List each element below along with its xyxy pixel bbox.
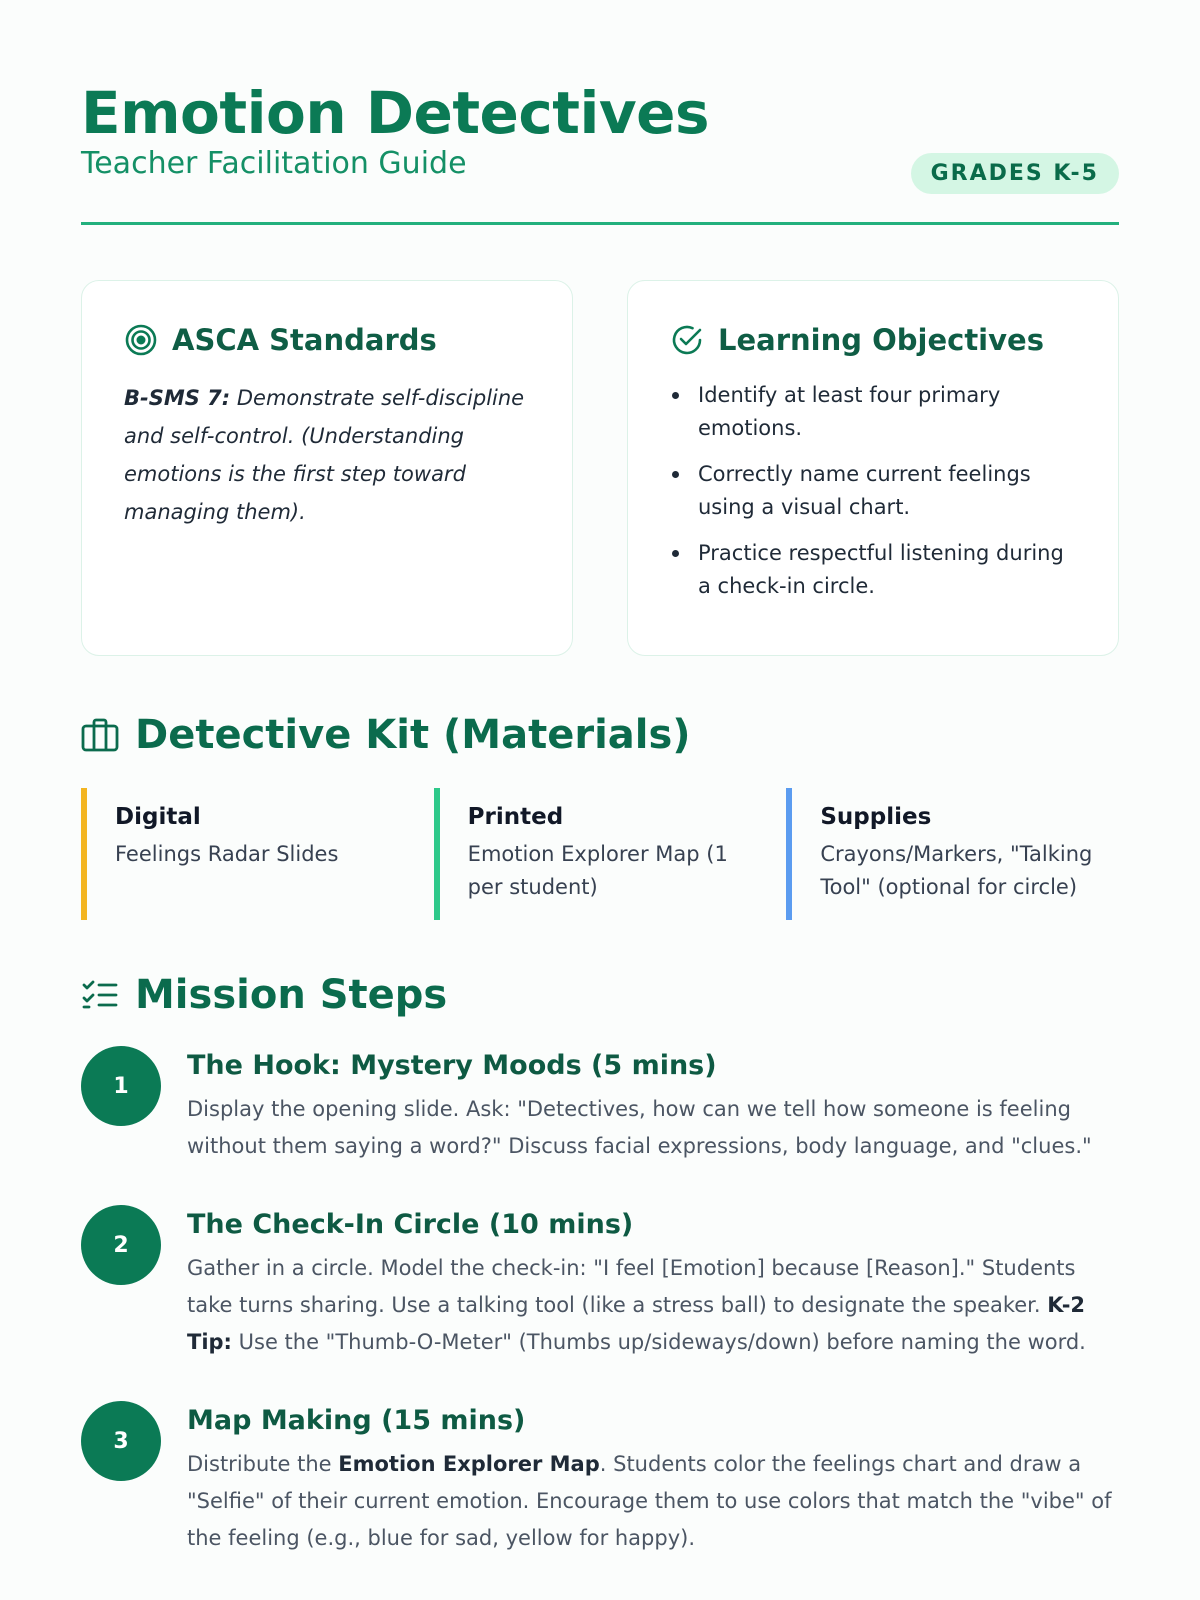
step-title: Map Making (15 mins) xyxy=(187,1405,526,1436)
material-title: Printed xyxy=(467,804,564,830)
standards-code: B-SMS 7: xyxy=(124,386,231,410)
step-title: The Hook: Mystery Moods (5 mins) xyxy=(187,1050,717,1081)
step-number: 1 xyxy=(81,1046,161,1126)
step-body xyxy=(187,1046,1119,1165)
step-body xyxy=(187,1205,1119,1361)
step-bold-term: Emotion Explorer Map xyxy=(338,1452,600,1476)
target-icon xyxy=(124,323,158,357)
material-printed xyxy=(434,788,767,920)
step-title: The Check-In Circle (10 mins) xyxy=(187,1209,634,1240)
tip-label: K-2 Tip: xyxy=(187,1293,1086,1354)
page-header xyxy=(81,0,1119,225)
list-item: Correctly name current feelings using a visual chart. xyxy=(670,458,1078,524)
standards-card-header xyxy=(124,323,532,357)
step-text-part: . Students color the feelings chart and draw a "Selfie" of their current emotion. Encourage them to use colors that match the "vibe" of the feeling (e.g., blue for sad, yellow for happy). xyxy=(187,1452,1112,1550)
page-subtitle: Teacher Facilitation Guide xyxy=(81,146,467,181)
steps-section-heading xyxy=(81,972,1119,1018)
step-item xyxy=(81,1046,1119,1165)
objectives-list xyxy=(670,379,1078,603)
material-title: Supplies xyxy=(820,804,932,830)
material-text: Feelings Radar Slides xyxy=(115,842,339,866)
info-cards xyxy=(81,280,1119,656)
step-text-part: Use the "Thumb-O-Meter" (Thumbs up/sideways/down) before naming the word. xyxy=(231,1330,1086,1354)
step-item xyxy=(81,1401,1119,1557)
material-supplies xyxy=(786,788,1119,920)
standards-title: ASCA Standards xyxy=(172,323,437,357)
material-digital xyxy=(81,788,414,920)
objectives-title: Learning Objectives xyxy=(718,323,1044,357)
grade-badge: GRADES K-5 xyxy=(911,153,1119,194)
list-item: Identify at least four primary emotions. xyxy=(670,379,1078,445)
step-body xyxy=(187,1401,1119,1557)
material-text: Crayons/Markers, "Talking Tool" (optional for circle) xyxy=(820,842,1093,899)
material-text: Emotion Explorer Map (1 per student) xyxy=(467,842,728,899)
kit-title: Detective Kit (Materials) xyxy=(135,712,691,758)
step-number: 3 xyxy=(81,1401,161,1481)
list-item: Practice respectful listening during a check-in circle. xyxy=(670,537,1078,603)
step-text xyxy=(187,1250,1119,1361)
mission-steps xyxy=(81,1046,1119,1557)
step-text-part: Gather in a circle. Model the check-in: "I feel [Emotion] because [Reason]." Students take turns sharing. Use a talking tool (like a stress ball) to designate the speaker. xyxy=(187,1256,1076,1317)
page-title: Emotion Detectives xyxy=(81,79,710,147)
briefcase-icon xyxy=(81,717,119,753)
checklist-icon xyxy=(81,977,119,1013)
objectives-card-header xyxy=(670,323,1078,357)
step-text xyxy=(187,1446,1119,1557)
step-text-part: Distribute the xyxy=(187,1452,339,1476)
step-text: Display the opening slide. Ask: "Detectives, how can we tell how someone is feeling without them saying a word?" Discuss facial expressions, body language, and "clues." xyxy=(187,1097,1092,1158)
material-title: Digital xyxy=(115,804,201,830)
kit-section-heading xyxy=(81,712,1119,758)
standards-text xyxy=(124,379,532,531)
steps-title: Mission Steps xyxy=(135,972,448,1018)
step-item xyxy=(81,1205,1119,1361)
step-number: 2 xyxy=(81,1205,161,1285)
materials-list xyxy=(81,788,1119,920)
standards-card xyxy=(81,280,573,656)
standards-description: Demonstrate self-discipline and self-control. (Understanding emotions is the first step toward managing them). xyxy=(124,386,525,524)
objectives-card xyxy=(627,280,1119,656)
check-circle-icon xyxy=(670,323,704,357)
